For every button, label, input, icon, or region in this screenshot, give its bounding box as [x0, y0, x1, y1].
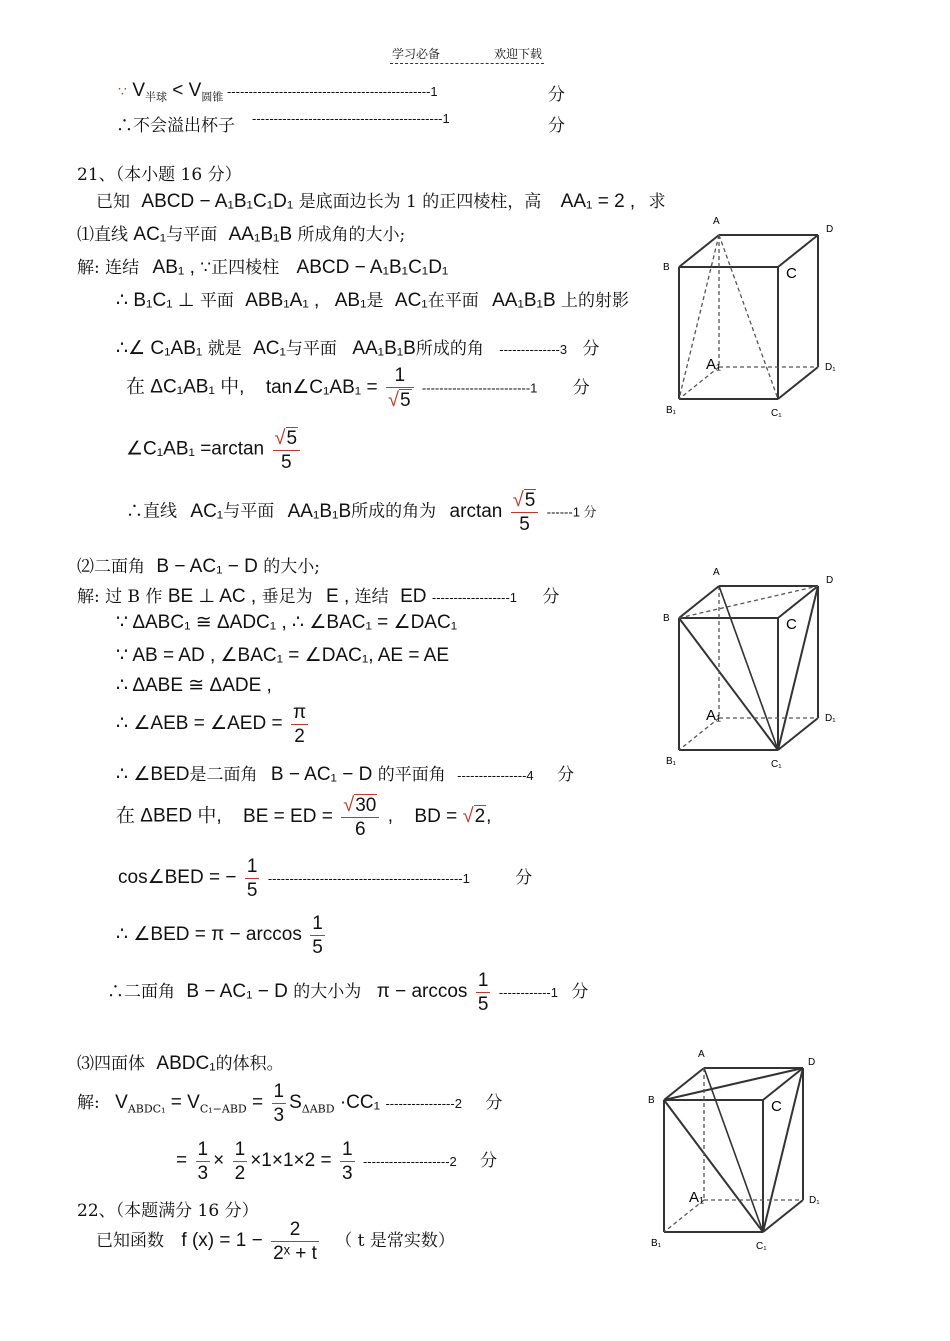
p2-s7-b: BE = ED =: [243, 805, 333, 827]
p1-s6-b: AC₁: [190, 500, 224, 522]
fraction-sqrt5-5: [273, 428, 301, 472]
p1-s6-f: arctan: [449, 500, 503, 522]
p3-solid: ABDC₁: [156, 1053, 216, 1074]
p3-ask: 的体积。: [215, 1054, 284, 1074]
p1-s2-c: ABB₁A₁ ,: [245, 290, 320, 311]
radicand: 5: [399, 390, 411, 411]
p2-s1-d: E ,: [326, 586, 350, 607]
p2-s1-e: 连结: [354, 587, 389, 607]
p3-s2-b: ×: [213, 1150, 225, 1171]
sqrt: [388, 390, 412, 410]
p2-s10-d: π − arccos: [376, 981, 468, 1002]
p2-s1-g: ------------------1: [431, 590, 518, 605]
p3-s2-c: ×1×1×2 =: [250, 1150, 332, 1171]
p2-s1-a: 解: 过 B 作: [77, 587, 163, 607]
frac-num: [341, 795, 379, 818]
sqrt-2: [463, 805, 487, 828]
fraction-1-5: [310, 914, 325, 957]
p1-s6-e: 所成的角为: [351, 501, 437, 522]
p1-label: ⑴直线: [77, 225, 128, 245]
p1-s1-b: AB₁ ,: [152, 257, 195, 278]
p2-s10-a: ∴二面角: [107, 982, 175, 1002]
q22-a: 已知函数: [96, 1231, 164, 1251]
fraction-1-5: [245, 857, 260, 900]
frac-den: 2ˣ + t: [273, 1243, 317, 1264]
p1-s3-c: AC₁: [253, 338, 286, 359]
frac-den: 5: [246, 880, 258, 901]
therefore-mark: ∵: [118, 84, 127, 100]
p3-s1-c: = V: [165, 1092, 200, 1113]
p1-s2-d: AB₁: [334, 290, 367, 311]
frac-num: 1: [246, 856, 258, 877]
p1-s3-d: 与平面: [285, 339, 337, 359]
p2-s8-c: 分: [515, 868, 533, 888]
label-b1: B₁: [666, 405, 677, 416]
q22-c: （ t 是常实数）: [335, 1231, 455, 1251]
p1-s6-g: ------1 分: [546, 504, 597, 520]
label-c1: C₁: [756, 1241, 767, 1252]
prism-figure-1: [660, 215, 840, 424]
p1-s2-h: AA₁B₁B: [492, 290, 556, 311]
p1-s2-a: ∴ B₁C₁ ⊥: [116, 290, 195, 311]
p3-s2-a: =: [176, 1150, 188, 1171]
frac-num: 1: [386, 366, 414, 388]
p2-s8-b: ---------------------------------------------1: [267, 871, 470, 886]
radicand: 30: [355, 795, 377, 816]
p1-step6: [126, 490, 597, 534]
less-than: < V: [167, 80, 202, 101]
frac-den: 3: [341, 1163, 353, 1184]
label-b1: B₁: [651, 1238, 662, 1249]
label-d: D: [826, 224, 834, 235]
frac-num: π: [292, 702, 307, 723]
p2-s7-c: ,: [387, 805, 394, 827]
p2-step6: [116, 760, 574, 786]
p2-step9: [116, 914, 328, 957]
fraction-sqrt30-6: [341, 795, 379, 839]
frac-den: [386, 388, 414, 410]
prism-figure-3: [645, 1048, 825, 1257]
p2-step3: ∵ AB = AD , ∠BAC₁ = ∠DAC₁, AE = AE: [116, 645, 450, 666]
label-c: C: [771, 1098, 782, 1115]
p1-s1-d: ABCD − A₁B₁C₁D₁: [296, 257, 449, 278]
frac-num: 1: [234, 1139, 246, 1160]
label-c1: C₁: [771, 408, 782, 419]
p2-s7-f: ,: [486, 805, 492, 827]
line-v-compare: [118, 80, 438, 104]
p2-s10-f: 分: [571, 982, 589, 1002]
p1-s3-e: AA₁B₁B: [352, 338, 416, 359]
fraction-1-3: [196, 1140, 211, 1183]
frac-num: [511, 490, 539, 513]
p1-s2-e: 是: [366, 291, 384, 311]
p2-step8: [118, 857, 532, 900]
p2-s6-e: ----------------4: [457, 768, 534, 783]
p2-step5: [116, 703, 311, 746]
p2-s6-d: 的平面角: [377, 765, 446, 785]
frac-den: 6: [354, 819, 366, 840]
p1-line: AC₁: [133, 224, 167, 245]
p1-s6-d: AA₁B₁B: [287, 500, 352, 522]
p2-s10-c: 的大小为: [293, 982, 362, 1002]
label-d1: D₁: [825, 713, 836, 724]
dashes-2: --------------------------------------------1: [252, 111, 450, 126]
score-1: 分: [548, 85, 565, 105]
label-c: C: [786, 616, 797, 633]
radical-sign: √: [343, 794, 355, 816]
p2-step4: ∴ ΔABE ≅ ΔADE ,: [116, 675, 272, 696]
height-eq: AA₁ = 2 ,: [560, 191, 636, 212]
q21-given: [96, 187, 666, 213]
frac-num: 2: [271, 1220, 319, 1242]
v-symbol: V: [132, 80, 146, 101]
radical-sign: √: [387, 389, 399, 411]
p2-step7: [116, 795, 491, 839]
p2-s7-d: BD =: [414, 805, 458, 827]
p2-s6-f: 分: [557, 765, 575, 785]
frac-num: [273, 428, 301, 451]
p1-s3-h: 分: [582, 339, 600, 359]
label-c1: C₁: [771, 759, 782, 770]
fraction-sqrt5-5: [511, 490, 539, 534]
p1-title: [77, 220, 405, 246]
q22-title: 22、（本题满分 16 分）: [77, 1201, 259, 1221]
sqrt: [275, 428, 299, 448]
frac-num: 1: [341, 1139, 353, 1160]
frac-den: 3: [197, 1163, 209, 1184]
p2-step1: [77, 582, 559, 608]
label-b: B: [663, 613, 670, 624]
p3-title: [77, 1049, 284, 1075]
label-a: A: [713, 567, 720, 578]
p3-s1-sub1: ABDC₁: [127, 1102, 166, 1116]
p1-s3-a: ∴∠ C₁AB₁: [116, 338, 203, 359]
q21-title: 21、（本小题 16 分）: [77, 165, 242, 185]
p3-s2-g: --------------------2: [362, 1154, 457, 1169]
frac-num: 1: [312, 913, 323, 934]
p1-s4-b: tan∠C₁AB₁ =: [265, 376, 378, 398]
p2-s6-c: B − AC₁ − D: [270, 764, 373, 785]
label-d1: D₁: [809, 1195, 820, 1206]
frac-num: 1: [273, 1081, 285, 1102]
radical-sign: √: [274, 427, 286, 449]
line-no-overflow: ∴不会溢出杯子: [116, 116, 235, 136]
p2-s1-b: BE ⊥ AC ,: [167, 586, 257, 607]
label-d: D: [826, 575, 834, 586]
p3-s2-h: 分: [480, 1151, 498, 1171]
fraction-1-2: [233, 1140, 248, 1183]
label-a1: A₁: [706, 707, 722, 724]
frac-den: 2: [294, 726, 305, 747]
label-b1: B₁: [666, 756, 677, 767]
sqrt: [343, 795, 377, 815]
p2-step2: ∵ ΔABC₁ ≅ ΔADC₁ , ∴ ∠BAC₁ = ∠DAC₁: [116, 612, 458, 633]
frac-num: 1: [197, 1139, 209, 1160]
radicand: 5: [524, 490, 536, 511]
p2-s1-h: 分: [542, 587, 560, 607]
p1-s4-d: 分: [572, 377, 590, 398]
frac-den: 3: [273, 1105, 285, 1126]
header-left: 学习必备: [392, 47, 441, 61]
label-a1: A₁: [689, 1189, 705, 1206]
p1-step3: [116, 334, 600, 360]
sqrt: [513, 490, 537, 510]
radicand: 5: [286, 428, 298, 449]
p1-s2-b: 平面: [199, 291, 234, 311]
score-2: 分: [548, 116, 565, 136]
frac-den: 2: [234, 1163, 246, 1184]
radical-sign: √: [462, 804, 474, 827]
p1-s4-c: -------------------------1: [421, 380, 538, 396]
fraction-1-3: [272, 1082, 287, 1125]
p3-s1-h: 分: [485, 1093, 503, 1113]
dashes: -----------------------------------------------1: [223, 84, 438, 99]
p2-title: [77, 552, 320, 578]
p2-s1-c: 垂足为: [261, 587, 313, 607]
p1-step2: [116, 286, 629, 312]
label-d: D: [808, 1057, 816, 1068]
label-a: A: [713, 216, 720, 227]
p2-ask: 的大小;: [263, 557, 321, 577]
q22-function: [96, 1220, 455, 1263]
p1-s3-f: 所成的角: [415, 339, 484, 359]
p1-s3-g: --------------3: [499, 342, 568, 357]
prism-figure-2: [660, 566, 840, 775]
p3-s1-a: 解:: [77, 1093, 100, 1113]
radicand: 2: [474, 805, 486, 827]
given-desc: 是底面边长为 1 的正四棱柱，高: [298, 192, 542, 212]
p2-s10-e: ------------1: [498, 985, 558, 1000]
p3-s1-b: V: [115, 1092, 128, 1113]
frac-den: 5: [281, 452, 292, 473]
p2-s9-a: ∴ ∠BED = π − arccos: [116, 924, 302, 945]
p1-step5: [126, 428, 303, 472]
p3-step1: [77, 1082, 502, 1125]
fraction-1-sqrt5: [386, 366, 414, 410]
p1-s1-c: ∵正四棱柱: [200, 258, 280, 278]
p1-s3-b: 就是: [207, 339, 242, 359]
frac-den: 5: [477, 994, 489, 1015]
label-a1: A₁: [706, 356, 722, 373]
frac-den: 5: [519, 514, 530, 535]
p3-s1-f: ·CC₁: [334, 1092, 381, 1113]
frac-num: 1: [477, 970, 489, 991]
q22-b: f (x) = 1 −: [181, 1230, 263, 1251]
p2-angle: B − AC₁ − D: [156, 556, 258, 577]
fraction-1-5: [476, 971, 491, 1014]
p3-s1-sub3: ΔABD: [301, 1102, 335, 1116]
p1-s2-f: AC₁: [394, 290, 428, 311]
label-a: A: [698, 1049, 705, 1060]
label-b: B: [663, 262, 670, 273]
p1-s6-c: 与平面: [223, 501, 275, 522]
frac-den: 5: [312, 937, 323, 958]
p2-s7-a: 在 ΔBED 中,: [116, 805, 222, 827]
fraction-pi-2: [291, 703, 308, 746]
p3-s1-sub2: C₁−ABD: [199, 1102, 247, 1116]
p1-plane: AA₁B₁B: [228, 224, 293, 245]
p1-s5-a: ∠C₁AB₁ =arctan: [126, 438, 265, 460]
p3-s1-e: S: [289, 1092, 302, 1113]
p1-step4: [126, 366, 590, 410]
given-ask: 求: [648, 192, 666, 212]
p1-s4-a: 在 ΔC₁AB₁ 中,: [126, 376, 245, 398]
p2-s1-f: ED: [400, 586, 427, 607]
p1-plane-word: 与平面: [166, 225, 218, 245]
p2-s5-a: ∴ ∠AEB = ∠AED =: [116, 713, 283, 734]
v-sub-hemisphere: 半球: [145, 90, 168, 104]
label-c: C: [786, 265, 797, 282]
header-divider: [390, 63, 544, 64]
p2-s6-a: ∴ ∠BED: [116, 764, 190, 785]
p1-s2-i: 上的射影: [561, 291, 630, 311]
p2-s6-b: 是二面角: [189, 765, 258, 785]
label-b: B: [648, 1095, 655, 1106]
fraction-1-3: [340, 1140, 355, 1183]
p2-step10: [107, 971, 588, 1014]
fraction-2-over: [271, 1220, 319, 1263]
p3-s1-d: =: [246, 1092, 264, 1113]
p1-ask: 所成角的大小;: [297, 225, 406, 245]
header-right: 欢迎下载: [494, 47, 543, 61]
radical-sign: √: [512, 489, 524, 511]
label-d1: D₁: [825, 362, 836, 373]
p3-step2: [176, 1140, 497, 1183]
p1-step1: [77, 253, 448, 279]
p2-s10-b: B − AC₁ − D: [186, 981, 288, 1002]
prism-name: ABCD − A₁B₁C₁D₁: [141, 191, 294, 212]
p1-s6-a: ∴直线: [126, 501, 177, 522]
p3-s1-g: ----------------2: [385, 1096, 462, 1111]
p2-s8-a: cos∠BED = −: [118, 867, 237, 888]
v-sub-cone: 圆锥: [201, 90, 224, 104]
p1-s2-g: 在平面: [427, 291, 479, 311]
p1-s1-a: 解: 连结: [77, 258, 140, 278]
given-label: 已知: [96, 192, 130, 212]
p2-label: ⑵二面角: [77, 557, 145, 577]
p3-label: ⑶四面体: [77, 1054, 145, 1074]
